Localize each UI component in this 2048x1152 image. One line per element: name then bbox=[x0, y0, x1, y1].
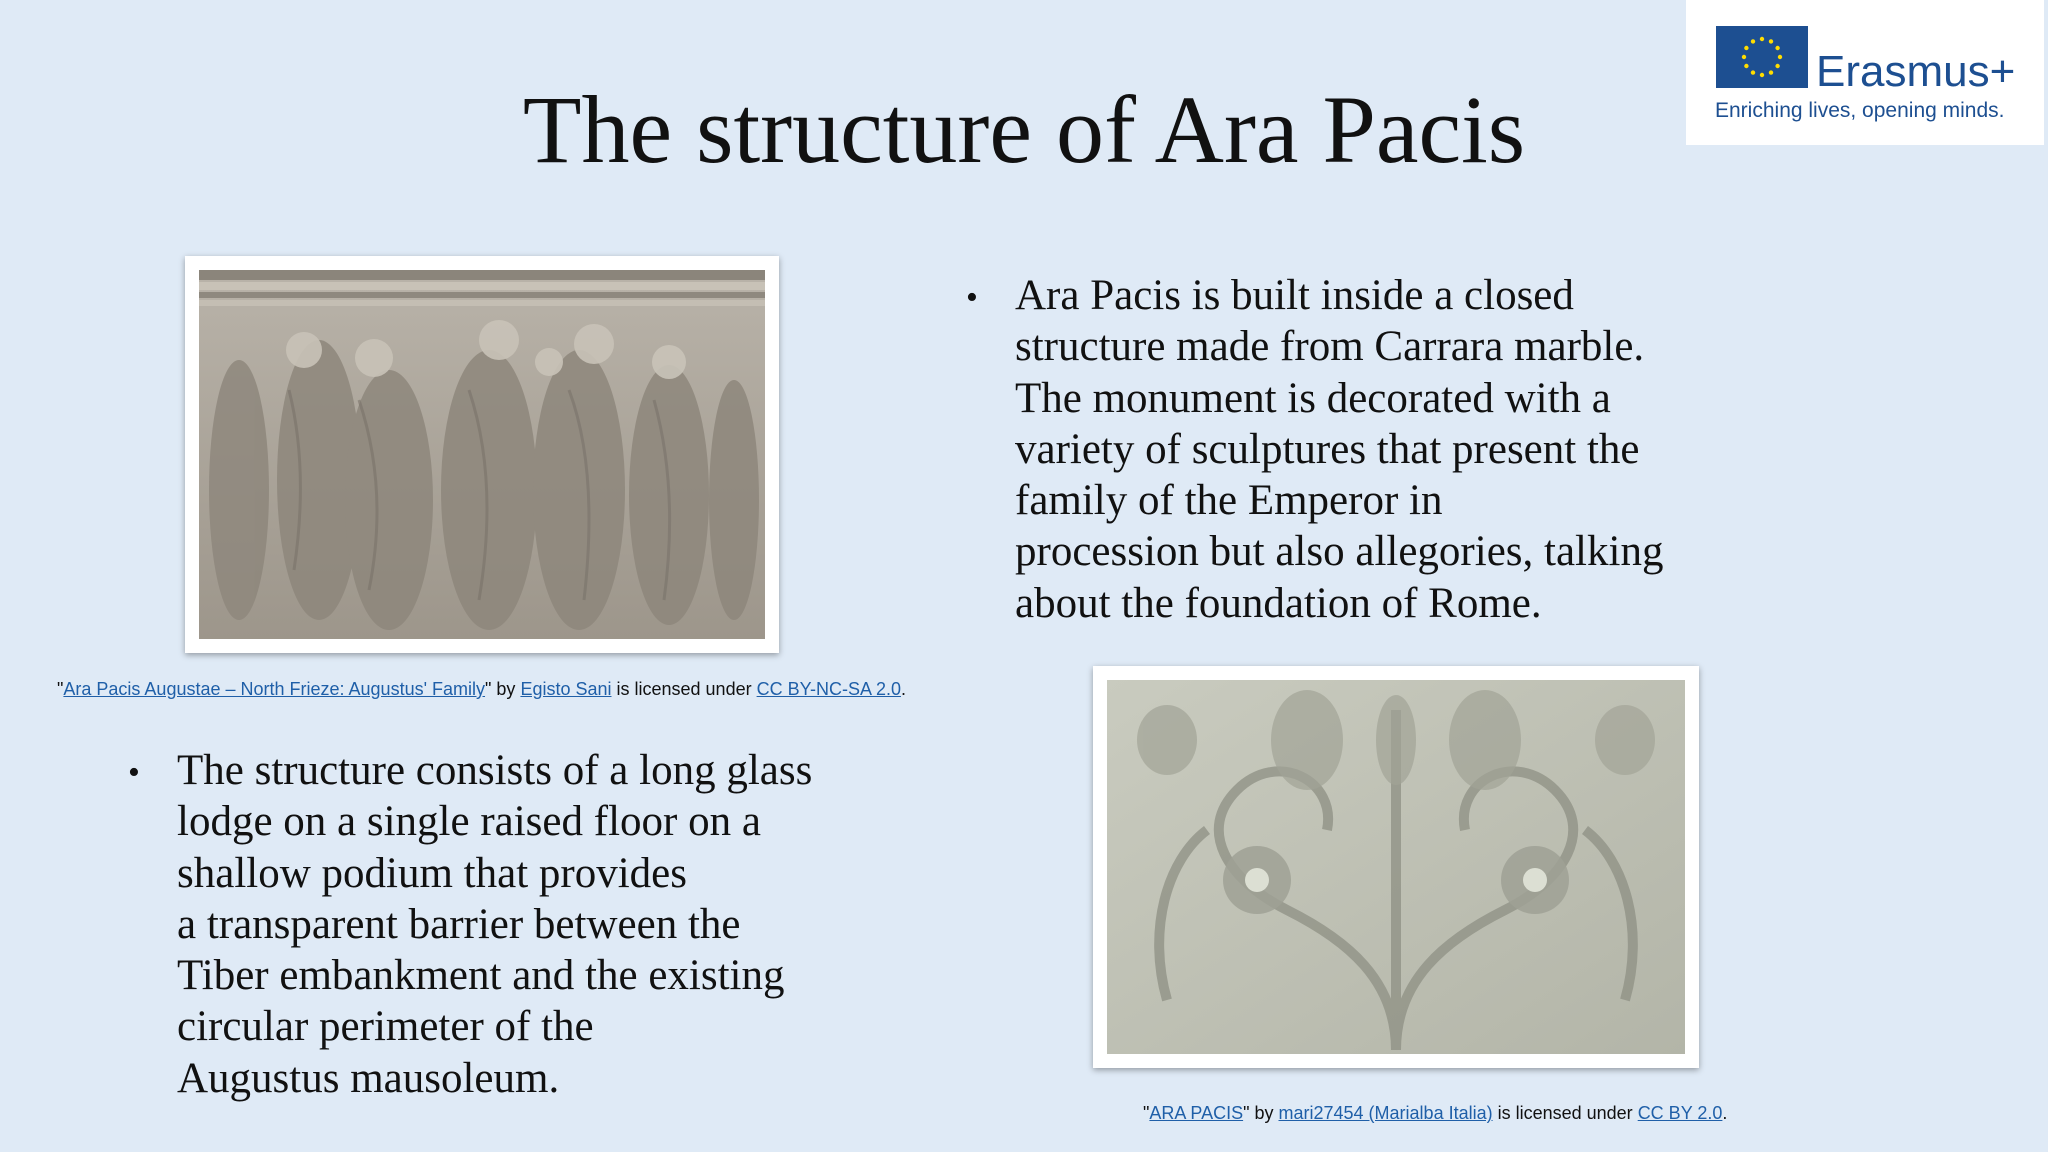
frieze-photo bbox=[185, 256, 779, 653]
bullet-line: family of the Emperor in bbox=[1015, 477, 1443, 525]
bullet-line: Ara Pacis is built inside a closed bbox=[1015, 272, 1574, 319]
bullet-structure-description bbox=[177, 745, 937, 1104]
caption-end: . bbox=[1722, 1103, 1728, 1123]
bullet-dot-icon: • bbox=[128, 754, 140, 791]
bullet-line: a transparent barrier between the bbox=[177, 900, 741, 948]
frieze-license-link[interactable]: CC BY-NC-SA 2.0 bbox=[756, 679, 901, 699]
bullet-line: The monument is decorated with a bbox=[1015, 374, 1611, 422]
bullet-line: lodge on a single raised floor on a bbox=[177, 798, 761, 846]
caption-licensed: is licensed under bbox=[1492, 1103, 1638, 1123]
erasmus-tagline: Enriching lives, opening minds. bbox=[1715, 99, 2005, 122]
slide-title: The structure of Ara Pacis bbox=[522, 76, 1526, 183]
frieze-photo-caption bbox=[57, 678, 906, 700]
caption-quote: " bbox=[57, 679, 64, 699]
bullet-line: shallow podium that provides bbox=[177, 849, 687, 897]
acanthus-work-link[interactable]: ARA PACIS bbox=[1149, 1103, 1244, 1123]
erasmus-brand: Erasmus+ bbox=[1816, 47, 2016, 96]
caption-by: " by bbox=[1243, 1103, 1279, 1123]
bullet-line: The structure consists of a long glass bbox=[177, 747, 813, 794]
erasmus-logo bbox=[1686, 0, 2044, 145]
caption-by: " by bbox=[485, 679, 521, 699]
bullet-line: about the foundation of Rome. bbox=[1015, 579, 1542, 627]
bullet-line: Augustus mausoleum. bbox=[177, 1054, 560, 1102]
frieze-work-link[interactable]: Ara Pacis Augustae – North Frieze: Augustus' Family bbox=[63, 679, 486, 699]
acanthus-photo bbox=[1093, 666, 1699, 1068]
frieze-author-link[interactable]: Egisto Sani bbox=[520, 679, 612, 699]
caption-quote: " bbox=[1143, 1103, 1150, 1123]
bullet-dot-icon: • bbox=[966, 279, 978, 316]
bullet-line: structure made from Carrara marble. bbox=[1015, 323, 1645, 371]
acanthus-license-link[interactable]: CC BY 2.0 bbox=[1637, 1103, 1723, 1123]
acanthus-author-link[interactable]: mari27454 (Marialba Italia) bbox=[1278, 1103, 1493, 1123]
bullet-line: circular perimeter of the bbox=[177, 1003, 594, 1051]
caption-licensed: is licensed under bbox=[611, 679, 757, 699]
bullet-line: variety of sculptures that present the bbox=[1015, 425, 1640, 473]
bullet-line: Tiber embankment and the existing bbox=[177, 952, 785, 1000]
eu-flag-icon bbox=[1716, 26, 1808, 88]
caption-end: . bbox=[900, 679, 906, 699]
acanthus-photo-caption bbox=[1143, 1102, 1727, 1124]
bullet-line: procession but also allegories, talking bbox=[1015, 528, 1664, 576]
bullet-ara-pacis-description bbox=[1015, 270, 1775, 629]
frieze-relief-image bbox=[199, 270, 765, 639]
acanthus-relief-image bbox=[1107, 680, 1685, 1054]
